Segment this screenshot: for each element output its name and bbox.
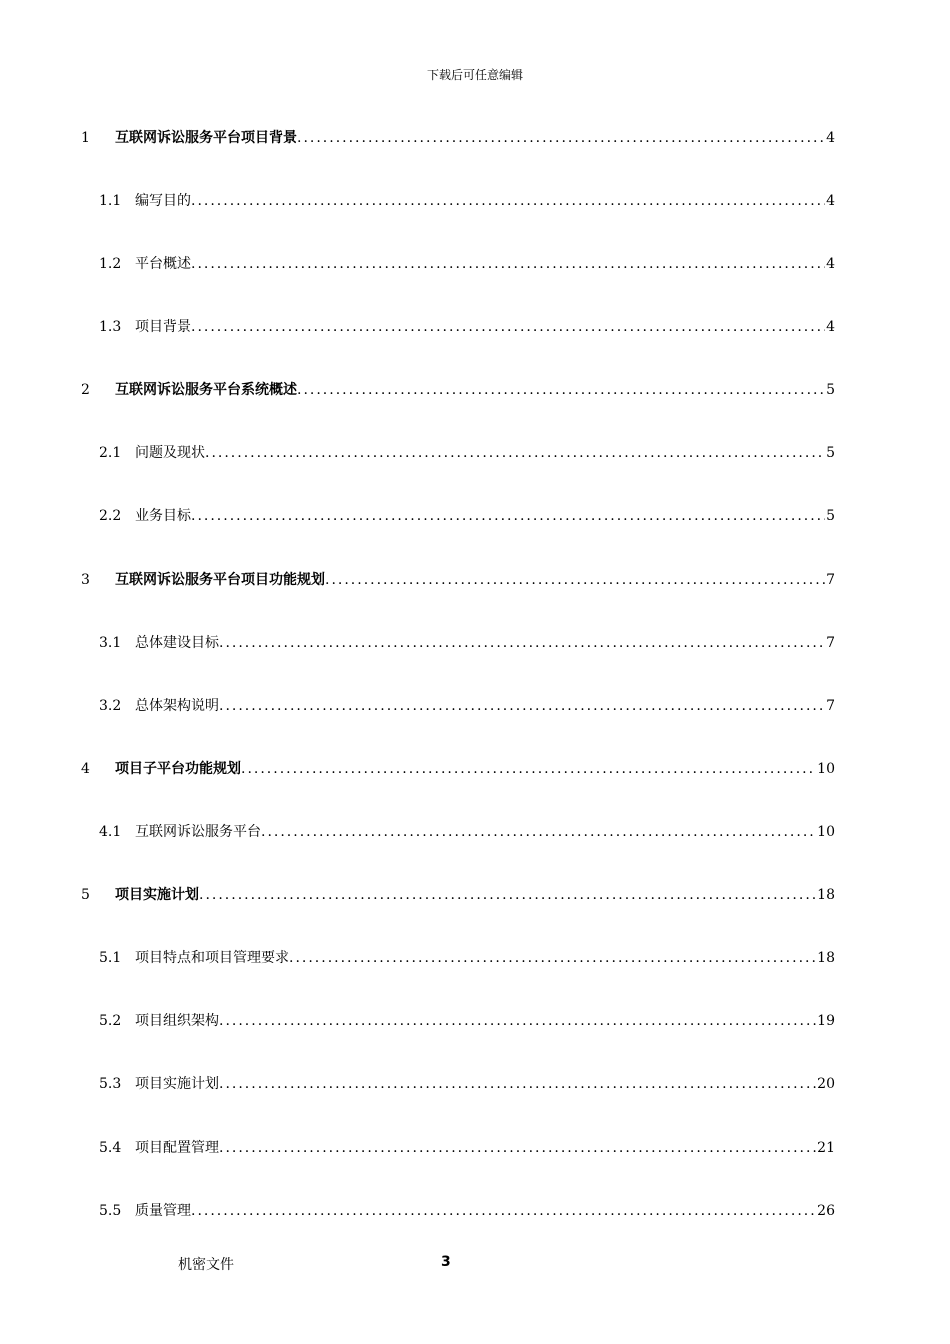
toc-entry-title: 互联网诉讼服务平台 [135,824,261,840]
toc-entry-page: 4 [826,256,835,272]
toc-entry-number: 2.2 [99,508,122,524]
toc-entry-title: 编写目的 [135,193,191,209]
toc-entry-page: 5 [826,382,835,398]
toc-entry[interactable] [0,884,950,906]
toc-entry-number: 5.4 [99,1140,122,1156]
toc-leader-dots [219,1010,816,1032]
toc-entry-title: 业务目标 [135,508,191,524]
toc-entry-title: 总体建设目标 [135,635,219,651]
toc-entry-number: 5.1 [99,950,122,966]
toc-entry-title: 项目特点和项目管理要求 [135,950,289,966]
toc-entry-title: 项目实施计划 [115,887,199,903]
toc-entry[interactable] [0,569,950,591]
toc-entry[interactable] [0,1200,950,1222]
toc-entry-page: 7 [826,698,835,714]
toc-entry-title: 互联网诉讼服务平台项目功能规划 [115,572,325,588]
toc-entry-page: 7 [826,635,835,651]
toc-entry-number: 1.2 [99,256,122,272]
toc-entry-page: 4 [826,130,835,146]
toc-entry-title: 互联网诉讼服务平台项目背景 [115,130,297,146]
toc-entry-number: 1.1 [99,193,122,209]
toc-leader-dots [261,821,816,843]
toc-entry-page: 21 [817,1140,835,1156]
toc-entry-number: 3.1 [99,635,122,651]
toc-entry[interactable] [0,695,950,717]
toc-entry-page: 19 [817,1013,835,1029]
toc-entry[interactable] [0,1137,950,1159]
toc-entry-title: 总体架构说明 [135,698,219,714]
toc-entry-title: 互联网诉讼服务平台系统概述 [115,382,297,398]
toc-entry[interactable] [0,253,950,275]
toc-entry-page: 7 [826,572,835,588]
toc-leader-dots [205,442,825,464]
toc-entry-number: 4.1 [99,824,122,840]
toc-entry-title: 平台概述 [135,256,191,272]
toc-leader-dots [241,758,816,780]
toc-entry[interactable] [0,379,950,401]
toc-entry-title: 项目配置管理 [135,1140,219,1156]
toc-entry[interactable] [0,1073,950,1095]
toc-entry-page: 10 [817,761,835,777]
toc-entry[interactable] [0,190,950,212]
toc-entry-number: 5.2 [99,1013,122,1029]
toc-leader-dots [219,1137,816,1159]
toc-entry-number: 3 [81,572,90,588]
toc-leader-dots [219,695,825,717]
toc-entry-number: 1 [81,130,90,146]
toc-entry[interactable] [0,947,950,969]
toc-entry-number: 5.3 [99,1076,122,1092]
toc-entry-page: 18 [817,887,835,903]
toc-entry-number: 1.3 [99,319,122,335]
toc-entry-page: 4 [826,319,835,335]
toc-entry[interactable] [0,316,950,338]
toc-entry-page: 20 [817,1076,835,1092]
toc-entry-number: 5.5 [99,1203,122,1219]
toc-leader-dots [191,316,825,338]
toc-entry[interactable] [0,1010,950,1032]
toc-leader-dots [191,1200,816,1222]
toc-leader-dots [219,632,825,654]
footer-page-number: 3 [441,1254,451,1270]
toc-entry-number: 3.2 [99,698,122,714]
toc-leader-dots [191,505,825,527]
toc-entry-page: 5 [826,445,835,461]
toc-leader-dots [219,1073,816,1095]
toc-entry-page: 5 [826,508,835,524]
toc-entry[interactable] [0,758,950,780]
toc-entry[interactable] [0,505,950,527]
toc-leader-dots [297,127,825,149]
toc-entry-number: 5 [81,887,90,903]
toc-entry-number: 4 [81,761,90,777]
toc-entry-title: 项目实施计划 [135,1076,219,1092]
toc-entry-title: 项目背景 [135,319,191,335]
toc-entry-number: 2 [81,382,90,398]
footer-confidential-label: 机密文件 [178,1257,234,1273]
toc-entry-title: 问题及现状 [135,445,205,461]
toc-entry[interactable] [0,442,950,464]
toc-entry[interactable] [0,127,950,149]
toc-entry-page: 4 [826,193,835,209]
toc-entry-title: 项目子平台功能规划 [115,761,241,777]
toc-leader-dots [289,947,816,969]
toc-entry-title: 质量管理 [135,1203,191,1219]
toc-entry[interactable] [0,821,950,843]
toc-leader-dots [191,190,825,212]
toc-entry-page: 18 [817,950,835,966]
toc-leader-dots [325,569,825,591]
toc-entry-page: 10 [817,824,835,840]
toc-entry[interactable] [0,632,950,654]
toc-entry-number: 2.1 [99,445,122,461]
toc-entry-page: 26 [817,1203,835,1219]
toc-leader-dots [191,253,825,275]
toc-leader-dots [297,379,825,401]
page-header: 下载后可任意编辑 [426,68,523,82]
toc-entry-title: 项目组织架构 [135,1013,219,1029]
toc-leader-dots [199,884,816,906]
